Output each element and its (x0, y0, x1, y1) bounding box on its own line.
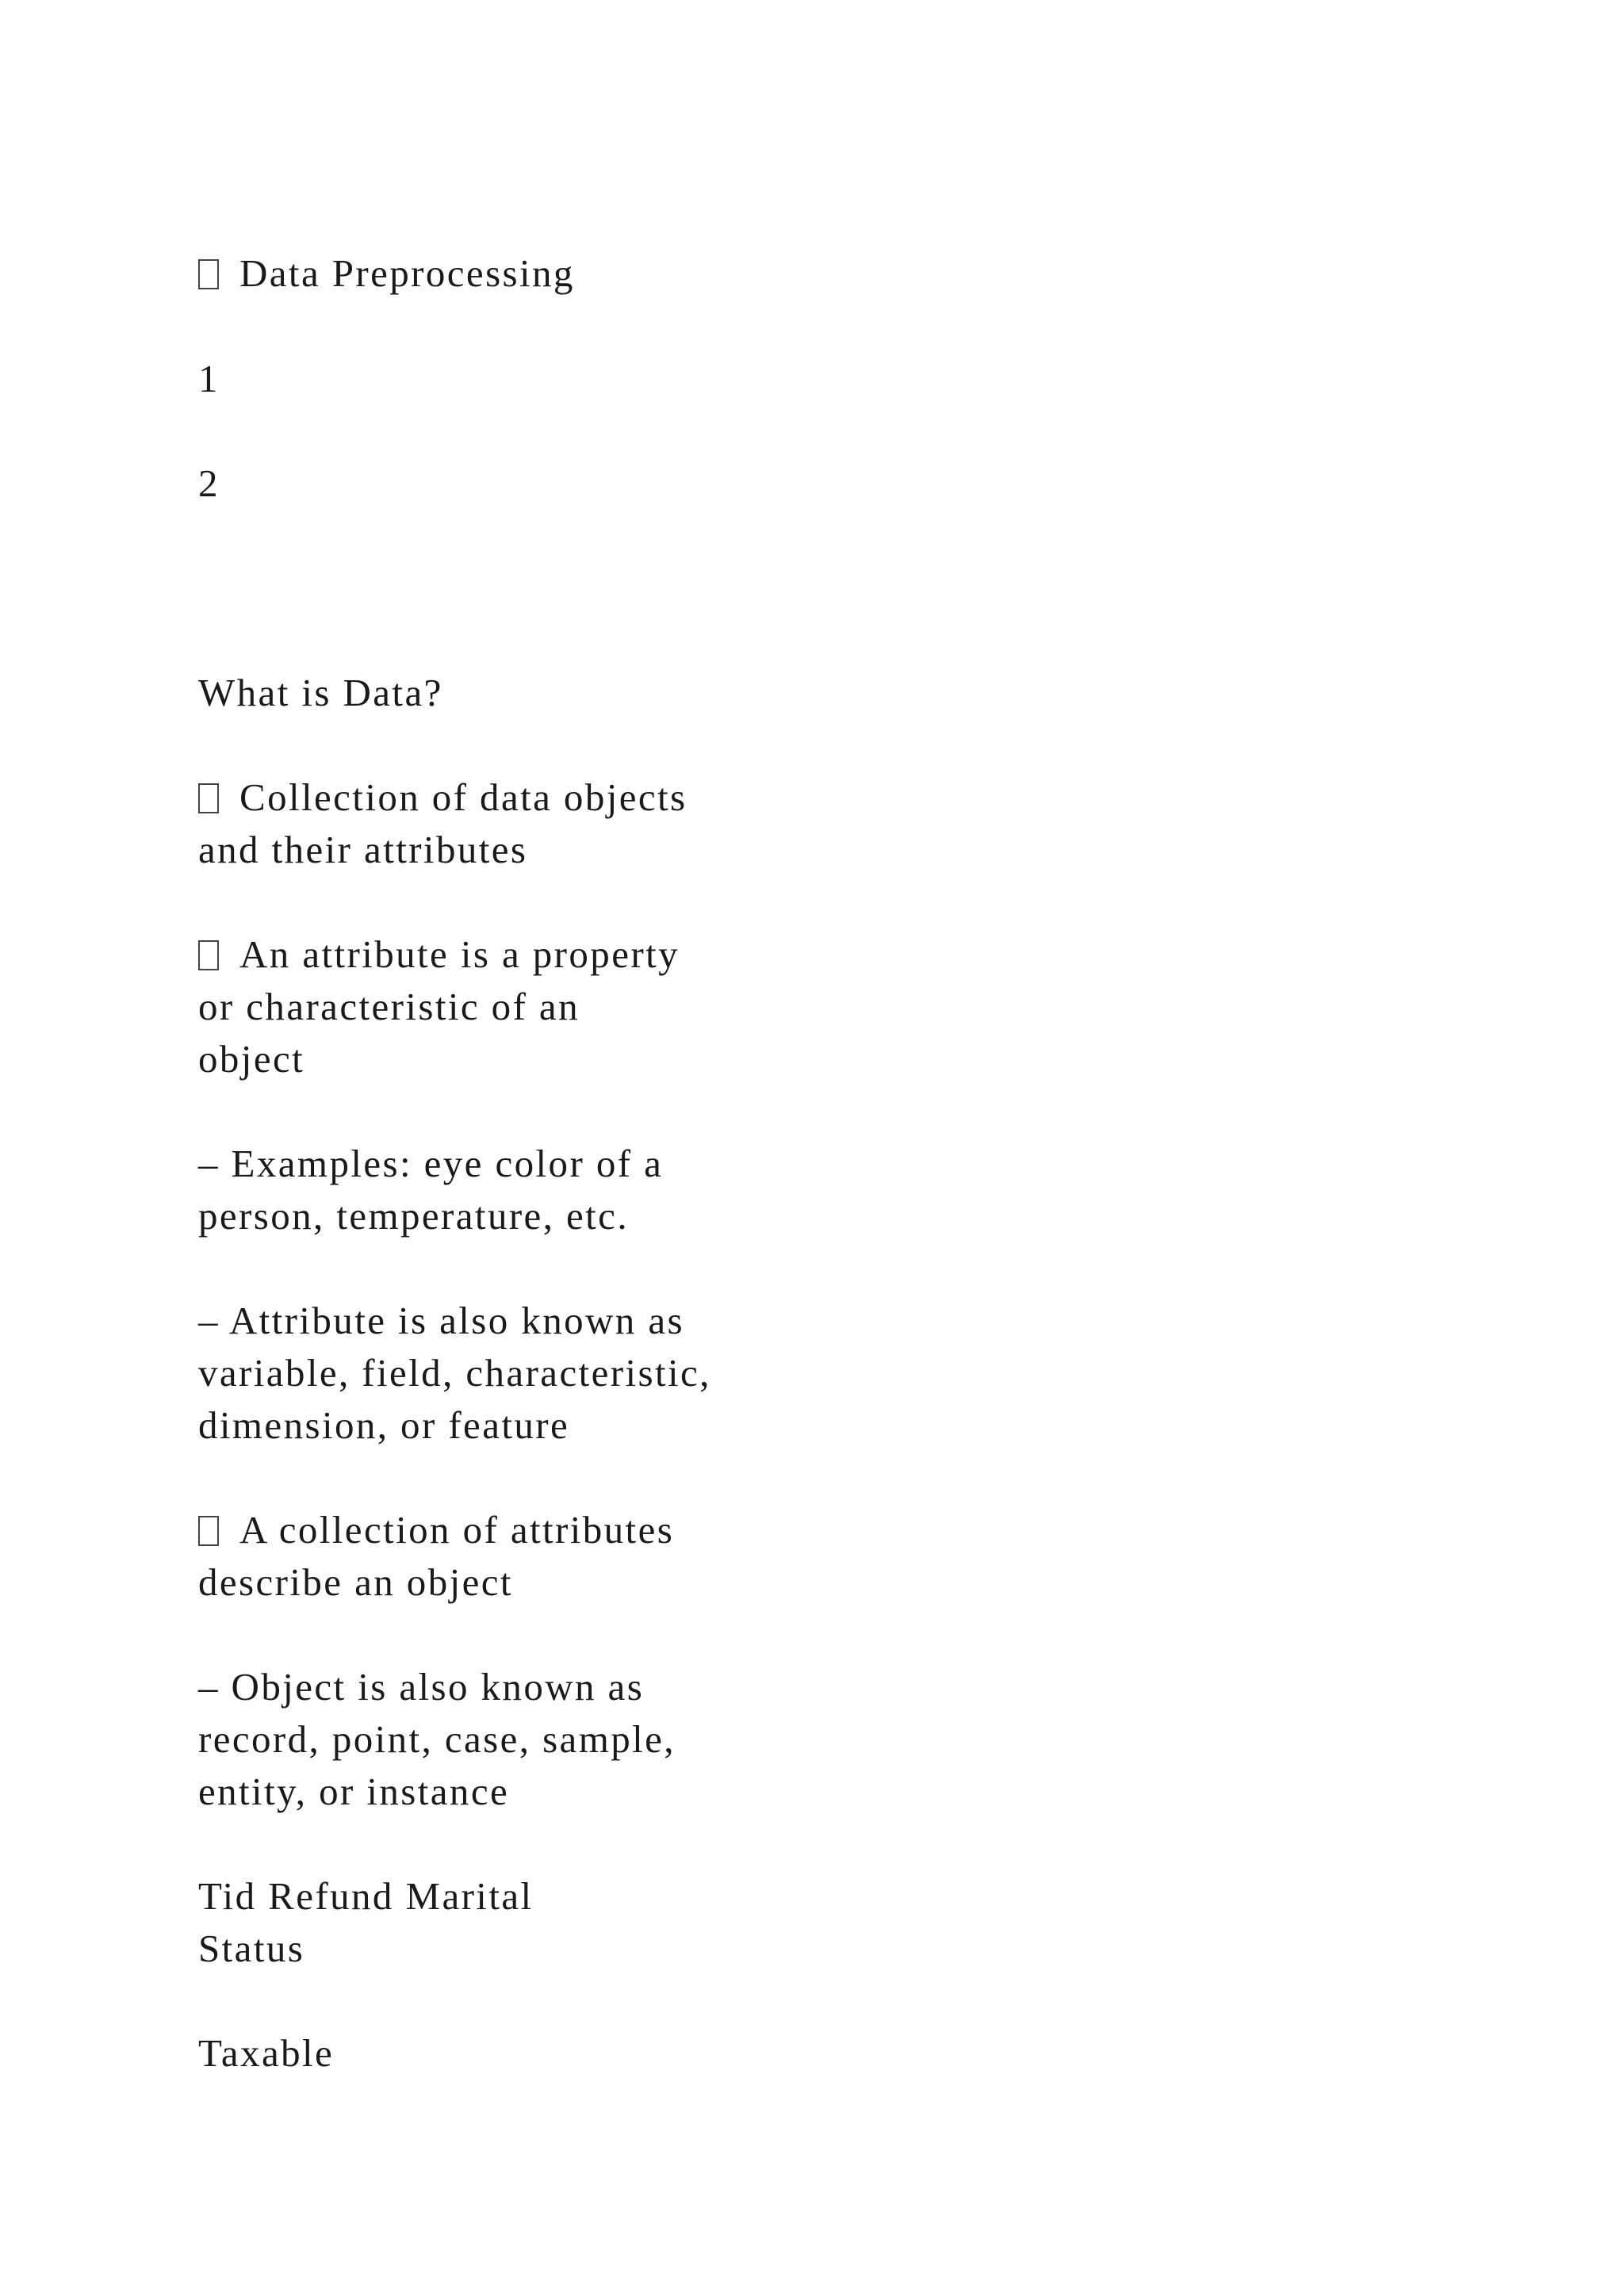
taxable-label: Taxable (198, 2031, 335, 2075)
missing-glyph-box-icon (198, 259, 219, 289)
sub-3-line-3: entity, or instance (198, 1770, 510, 1813)
point-2-line-2: or characteristic of an (198, 985, 580, 1028)
table-header-line-2: Status (198, 1927, 305, 1970)
table-header-line-1: Tid Refund Marital (198, 1874, 534, 1918)
sub-3-line-1: – Object is also known as (198, 1665, 645, 1709)
sub-1-line-1: – Examples: eye color of a (198, 1142, 664, 1185)
missing-glyph-box-icon (198, 783, 219, 813)
document-title-line (198, 247, 575, 300)
point-1-line-2: and their attributes (198, 828, 528, 871)
sub-2-line-2: variable, field, characteristic, (198, 1351, 711, 1395)
sub-3-line-2: record, point, case, sample, (198, 1717, 676, 1761)
point-1-line-1: Collection of data objects (198, 771, 688, 824)
point-2-line-1: An attribute is a property (198, 928, 680, 981)
sub-1-line-2: person, temperature, etc. (198, 1194, 629, 1238)
page-number-2: 2 (198, 461, 220, 505)
sub-2-line-1: – Attribute is also known as (198, 1299, 684, 1342)
point-3-line-2: describe an object (198, 1560, 513, 1604)
sub-2-line-3: dimension, or feature (198, 1403, 570, 1447)
page-number-1: 1 (198, 357, 220, 400)
section-heading: What is Data? (198, 671, 443, 714)
point-3-line-1: A collection of attributes (198, 1504, 674, 1556)
missing-glyph-box-icon (198, 1516, 219, 1546)
point-2-line-3: object (198, 1037, 305, 1081)
document-title: Data Preprocessing (239, 251, 575, 295)
missing-glyph-box-icon (198, 940, 219, 970)
